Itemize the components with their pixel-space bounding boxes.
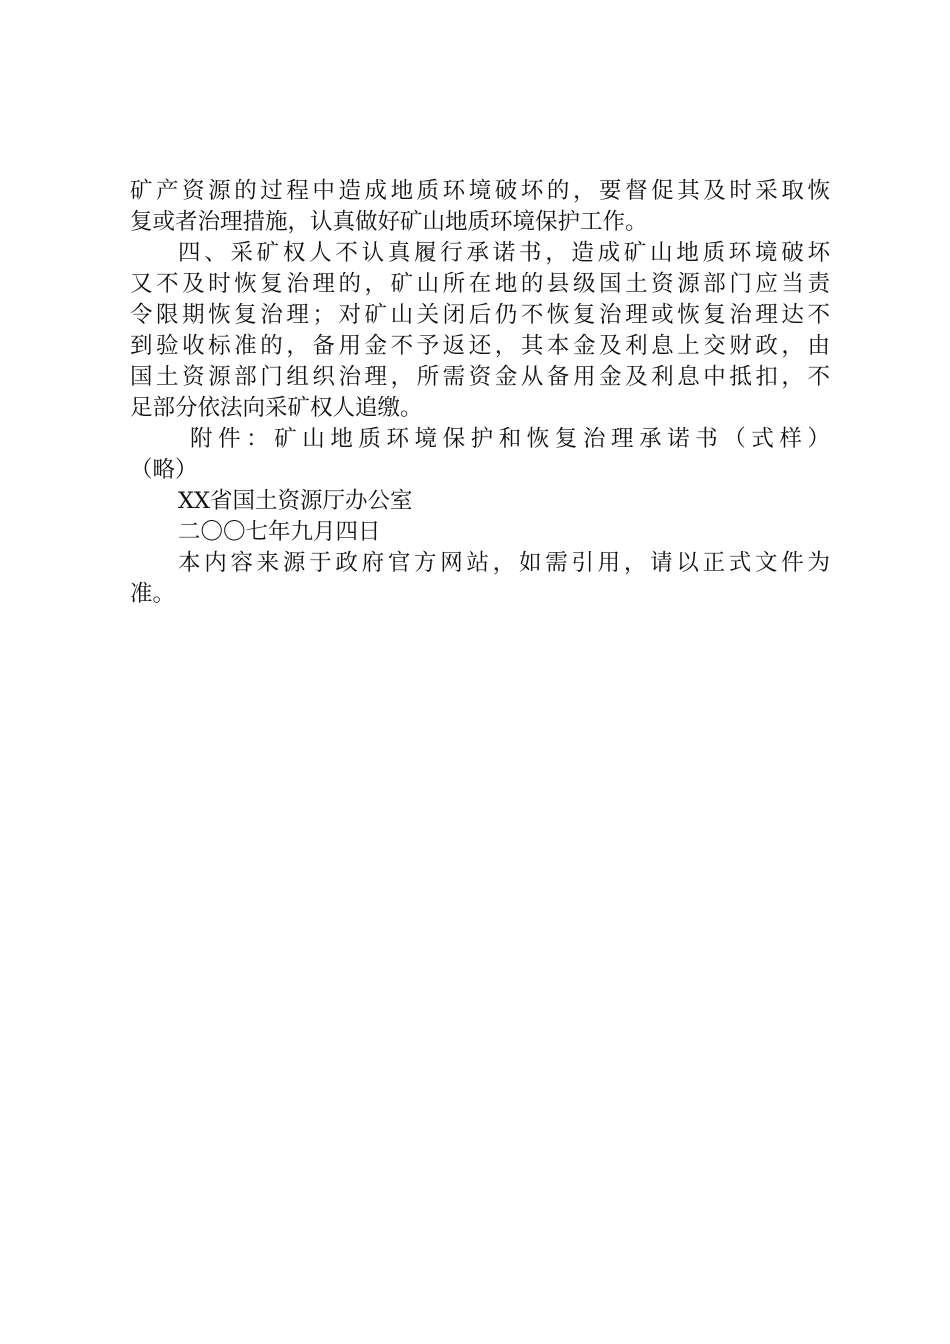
issue-date: 二〇〇七年九月四日: [178, 519, 381, 545]
issuer-name: XX省国土资源厅办公室: [178, 488, 413, 514]
paragraph-line: 四、采矿权人不认真履行承诺书，造成矿山地质环境破坏: [178, 240, 830, 266]
source-note-line: 准。: [130, 581, 176, 607]
document-body: [130, 176, 830, 610]
paragraph-line: 足部分依法向采矿权人追缴。: [130, 395, 423, 421]
paragraph-line: 又不及时恢复治理的，矿山所在地的县级国土资源部门应当责: [130, 271, 830, 297]
paragraph-line: 矿产资源的过程中造成地质环境破坏的，要督促其及时采取恢: [130, 178, 830, 204]
paragraph-line: 国土资源部门组织治理，所需资金从备用金及利息中抵扣，不: [130, 364, 830, 390]
paragraph-line: 复或者治理措施，认真做好矿山地质环境保护工作。: [130, 209, 648, 235]
attachment-line: （略）: [130, 457, 198, 483]
paragraph-line: 令限期恢复治理；对矿山关闭后仍不恢复治理或恢复治理达不: [130, 302, 830, 328]
paragraph-line: 到验收标准的，备用金不予返还，其本金及利息上交财政，由: [130, 333, 830, 359]
source-note-line: 本内容来源于政府官方网站，如需引用，请以正式文件为: [178, 550, 830, 576]
attachment-line: 附件：矿山地质环境保护和恢复治理承诺书（式样）: [190, 426, 830, 452]
